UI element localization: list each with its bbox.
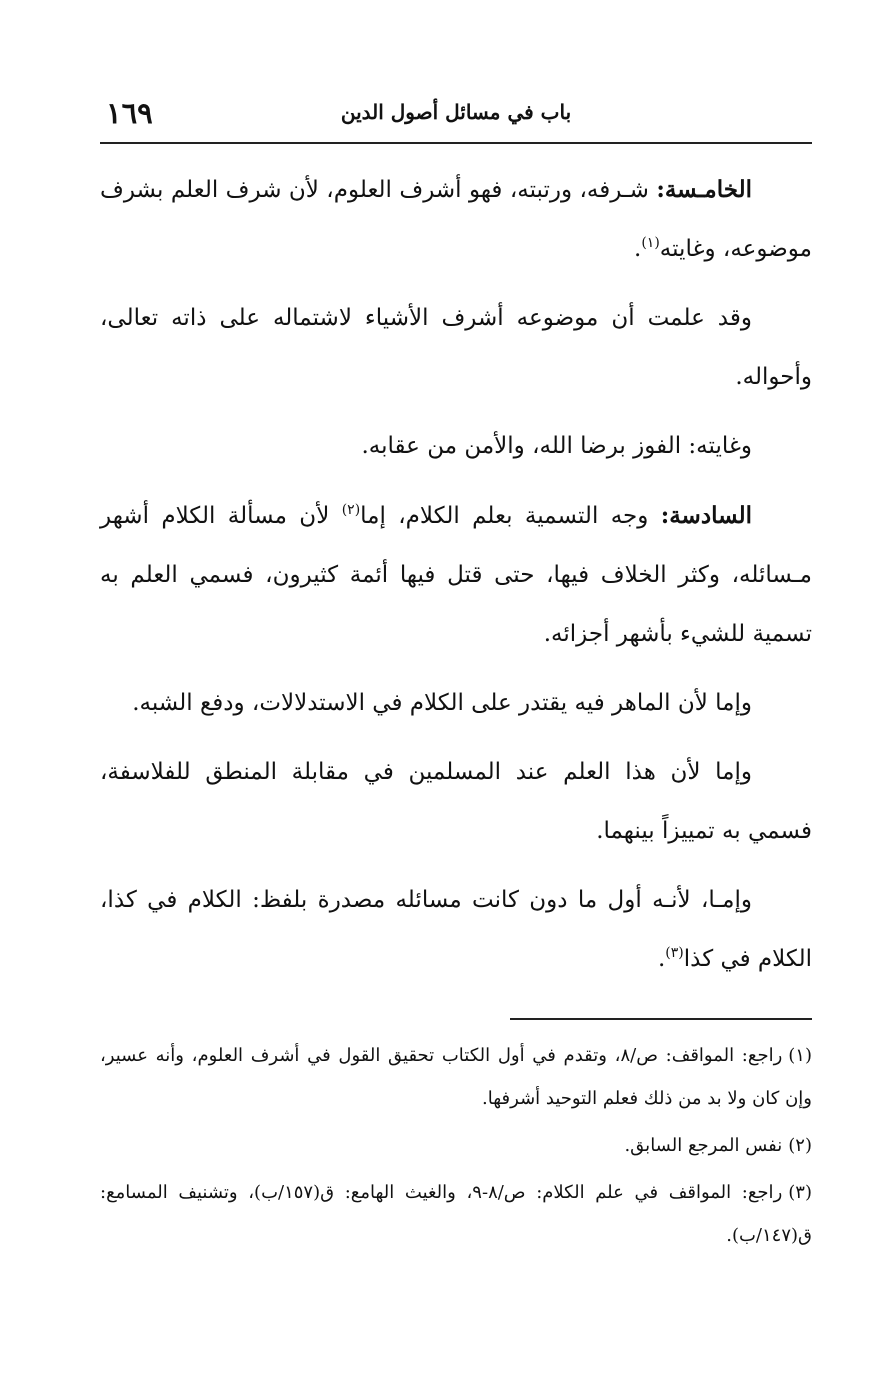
paragraph-text: وغايته: الفوز برضا الله، والأمن من عقابه. <box>361 433 752 459</box>
footnotes <box>100 1034 812 1261</box>
paragraph-end: . <box>634 236 642 262</box>
paragraph-text: وإمـا، لأنـه أول ما دون كانت مسائله مصدرة بلفظ: الكلام في كذا، الكلام في كذا <box>100 887 812 972</box>
paragraph-text: وإما لأن هذا العلم عند المسلمين في مقابلة المنطق للفلاسفة، فسمي به تمييزاً بينهما. <box>100 759 812 844</box>
paragraph-end: . <box>657 946 666 972</box>
paragraph-text: وجه التسمية بعلم الكلام، إما <box>360 503 649 529</box>
main-text <box>100 160 812 999</box>
footnote-text: راجع: المواقف في علم الكلام: ص/٨-٩، والغيث الهامع: ق(١٥٧/ب)، وتشنيف المسامع: ق(١٤٧/ب). <box>100 1182 812 1246</box>
footnote-ref[interactable]: (٣) <box>665 945 684 961</box>
paragraph <box>100 871 812 989</box>
paragraph-text: شـرفه، ورتبته، فهو أشرف العلوم، لأن شرف العلم بشرف موضوعه، وغايته <box>100 177 812 262</box>
footnote <box>100 1171 812 1257</box>
paragraph-text: لأن مسألة الكلام أشهر مـسائله، وكثر الخلاف فيها، حتى قتل فيها أئمة كثيرون، فسمي العلم به تسمية للشيء بأشهر أجزائه. <box>100 503 812 647</box>
page-number: ١٦٩ <box>106 96 153 130</box>
footnote-text: نفس المرجع السابق. <box>624 1135 783 1156</box>
paragraph-text: وإما لأن الماهر فيه يقتدر على الكلام في الاستدلالات، ودفع الشبه. <box>132 690 752 716</box>
footnote-number: (١) <box>788 1045 812 1066</box>
paragraph-fifth-point <box>100 160 812 279</box>
paragraph-sixth-point <box>100 486 812 664</box>
section-term: الخامـسة: <box>656 176 752 203</box>
paragraph <box>100 289 812 407</box>
footnote <box>100 1034 812 1120</box>
footnote-number: (٢) <box>788 1135 812 1156</box>
section-term: السادسة: <box>660 502 752 529</box>
running-title: باب في مسائل أصول الدين <box>340 100 572 124</box>
paragraph <box>100 743 812 861</box>
footnote-divider <box>510 1018 812 1020</box>
footnote-number: (٣) <box>788 1182 812 1203</box>
footnote-ref[interactable]: (١) <box>641 235 660 251</box>
paragraph-text: وقد علمت أن موضوعه أشرف الأشياء لاشتماله على ذاته تعالى، وأحواله. <box>100 305 812 390</box>
paragraph <box>100 417 812 476</box>
paragraph <box>100 674 812 733</box>
running-header <box>100 96 812 144</box>
footnote-ref[interactable]: (٢) <box>341 502 361 518</box>
footnote <box>100 1124 812 1167</box>
footnote-text: راجع: المواقف: ص/٨، وتقدم في أول الكتاب تحقيق القول في أشرف العلوم، وأنه عسير، وإن كان ولا بد من ذلك فعلم التوحيد أشرفها. <box>100 1045 812 1109</box>
